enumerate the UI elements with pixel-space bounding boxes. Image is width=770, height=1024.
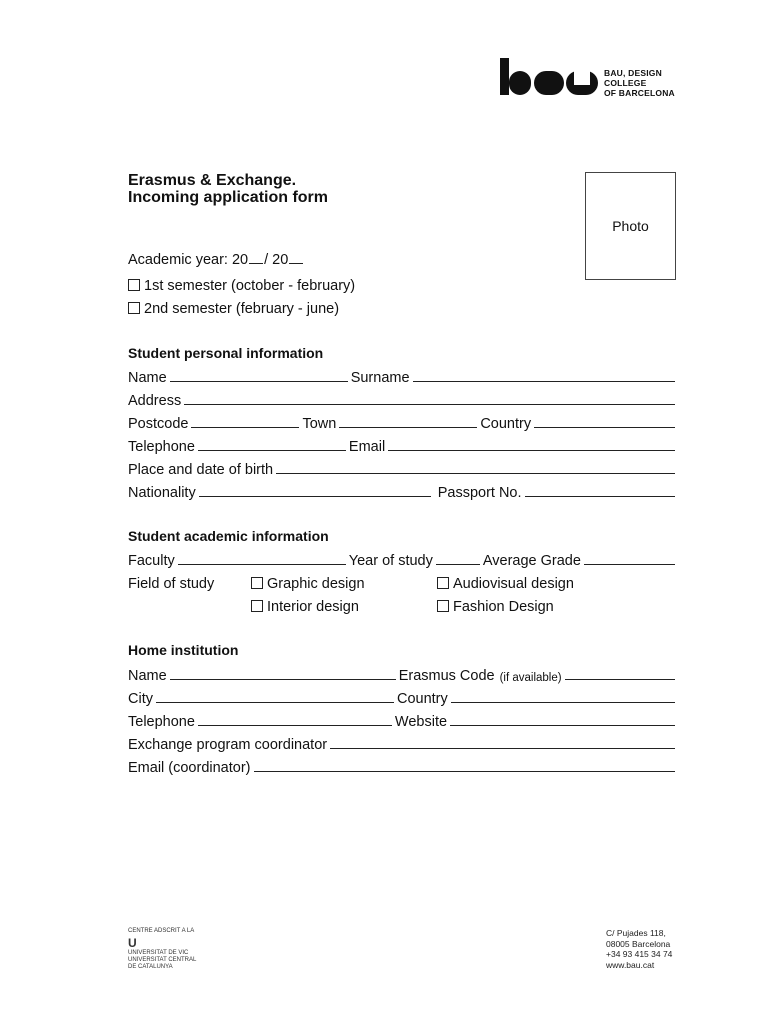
year-of-study-label: Year of study: [348, 553, 433, 569]
coordinator-email-label: Email (coordinator): [128, 760, 251, 776]
postcode-field[interactable]: [191, 427, 299, 428]
birth-row: [128, 458, 678, 478]
academic-year-label: Academic year: 20: [128, 252, 249, 268]
country-field[interactable]: [534, 427, 675, 428]
nationality-label: Nationality: [128, 485, 196, 501]
telephone-field[interactable]: [198, 450, 346, 451]
postcode-town-country-row: [128, 412, 678, 432]
name-field[interactable]: [170, 381, 348, 382]
erasmus-code-label: Erasmus Code: [398, 668, 495, 684]
university-line: UNIVERSITAT DE VIC: [128, 950, 189, 956]
academic-year-row: [128, 248, 304, 268]
affiliation-block: [128, 928, 196, 971]
postcode-label: Postcode: [128, 416, 189, 432]
address-line: C/ Pujades 118,: [606, 928, 666, 938]
address-label: Address: [128, 393, 182, 409]
nationality-field[interactable]: [199, 496, 431, 497]
birth-field[interactable]: [276, 473, 675, 474]
birth-label: Place and date of birth: [128, 462, 274, 478]
option-fashion-design: [437, 595, 554, 615]
coordinator-row: [128, 733, 678, 753]
faculty-label: Faculty: [128, 553, 175, 569]
coordinator-field[interactable]: [330, 748, 675, 749]
contact-address: [606, 928, 672, 970]
passport-label: Passport No.: [437, 485, 522, 501]
semester-option-1: [128, 274, 355, 294]
bau-logo: [500, 58, 598, 96]
address-field[interactable]: [184, 404, 675, 405]
institution-name-field[interactable]: [170, 679, 396, 680]
title-line: Incoming application form: [128, 189, 329, 206]
year-end-field[interactable]: [289, 263, 303, 264]
audiovisual-design-label: Audiovisual design: [453, 576, 574, 592]
university-line: UNIVERSITAT CENTRAL: [128, 957, 197, 963]
city-field[interactable]: [156, 702, 394, 703]
address-row: [128, 389, 678, 409]
semester-2-checkbox[interactable]: [128, 302, 140, 314]
university-mark: U: [128, 936, 137, 950]
option-graphic-design: [251, 572, 365, 592]
surname-field[interactable]: [413, 381, 675, 382]
average-grade-field[interactable]: [584, 564, 675, 565]
college-name-line: OF BARCELONA: [604, 88, 675, 98]
semester-1-checkbox[interactable]: [128, 279, 140, 291]
fashion-design-checkbox[interactable]: [437, 600, 449, 612]
year-of-study-field[interactable]: [436, 564, 480, 565]
section-heading-academic: Student academic information: [128, 528, 329, 544]
telephone-label: Telephone: [128, 439, 195, 455]
section-heading-home: Home institution: [128, 642, 239, 658]
semester-option-2: [128, 297, 339, 317]
photo-box[interactable]: [585, 172, 676, 280]
home-name-erasmus-row: [128, 664, 678, 684]
title-line: Erasmus & Exchange.: [128, 172, 297, 189]
institution-name-label: Name: [128, 668, 167, 684]
photo-label: Photo: [612, 218, 649, 234]
coordinator-email-row: [128, 756, 678, 776]
telephone-email-row: [128, 435, 678, 455]
home-city-country-row: [128, 687, 678, 707]
coordinator-email-field[interactable]: [254, 771, 676, 772]
field-of-study-row: [128, 572, 214, 592]
semester-1-label: 1st semester (october - february): [144, 278, 356, 294]
semester-2-label: 2nd semester (february - june): [144, 301, 340, 317]
college-name: [604, 68, 675, 98]
form-title: [128, 172, 328, 206]
email-field[interactable]: [388, 450, 675, 451]
phone-line: +34 93 415 34 74: [606, 949, 673, 959]
nationality-passport-row: [128, 481, 678, 501]
faculty-year-grade-row: [128, 549, 678, 569]
town-label: Town: [302, 416, 337, 432]
affiliation-caption: CENTRE ADSCRIT A LA: [128, 928, 195, 934]
erasmus-code-note: (if available): [499, 672, 562, 684]
interior-design-label: Interior design: [267, 599, 359, 615]
option-interior-design: [251, 595, 359, 615]
home-country-field[interactable]: [451, 702, 675, 703]
website-field[interactable]: [450, 725, 675, 726]
home-telephone-website-row: [128, 710, 678, 730]
audiovisual-design-checkbox[interactable]: [437, 577, 449, 589]
town-field[interactable]: [339, 427, 477, 428]
year-start-field[interactable]: [249, 263, 263, 264]
erasmus-code-field[interactable]: [565, 679, 675, 680]
passport-field[interactable]: [525, 496, 675, 497]
home-telephone-label: Telephone: [128, 714, 195, 730]
surname-label: Surname: [350, 370, 410, 386]
average-grade-label: Average Grade: [482, 553, 581, 569]
academic-year-separator: / 20: [264, 252, 289, 268]
college-name-line: BAU, DESIGN: [604, 68, 662, 78]
city-label: City: [128, 691, 153, 707]
website-link[interactable]: www.bau.cat: [606, 959, 655, 970]
interior-design-checkbox[interactable]: [251, 600, 263, 612]
country-label: Country: [480, 416, 532, 432]
field-of-study-label: Field of study: [128, 576, 215, 592]
name-surname-row: [128, 366, 678, 386]
website-label: Website: [394, 714, 448, 730]
home-country-label: Country: [396, 691, 448, 707]
name-label: Name: [128, 370, 167, 386]
email-label: Email: [348, 439, 386, 455]
section-heading-personal: Student personal information: [128, 345, 324, 361]
faculty-field[interactable]: [178, 564, 346, 565]
college-name-line: COLLEGE: [604, 78, 647, 88]
coordinator-label: Exchange program coordinator: [128, 737, 328, 753]
home-telephone-field[interactable]: [198, 725, 392, 726]
graphic-design-checkbox[interactable]: [251, 577, 263, 589]
university-line: DE CATALUNYA: [128, 964, 173, 970]
address-line: 08005 Barcelona: [606, 938, 671, 949]
fashion-design-label: Fashion Design: [453, 599, 554, 615]
option-audiovisual-design: [437, 572, 574, 592]
graphic-design-label: Graphic design: [267, 576, 365, 592]
